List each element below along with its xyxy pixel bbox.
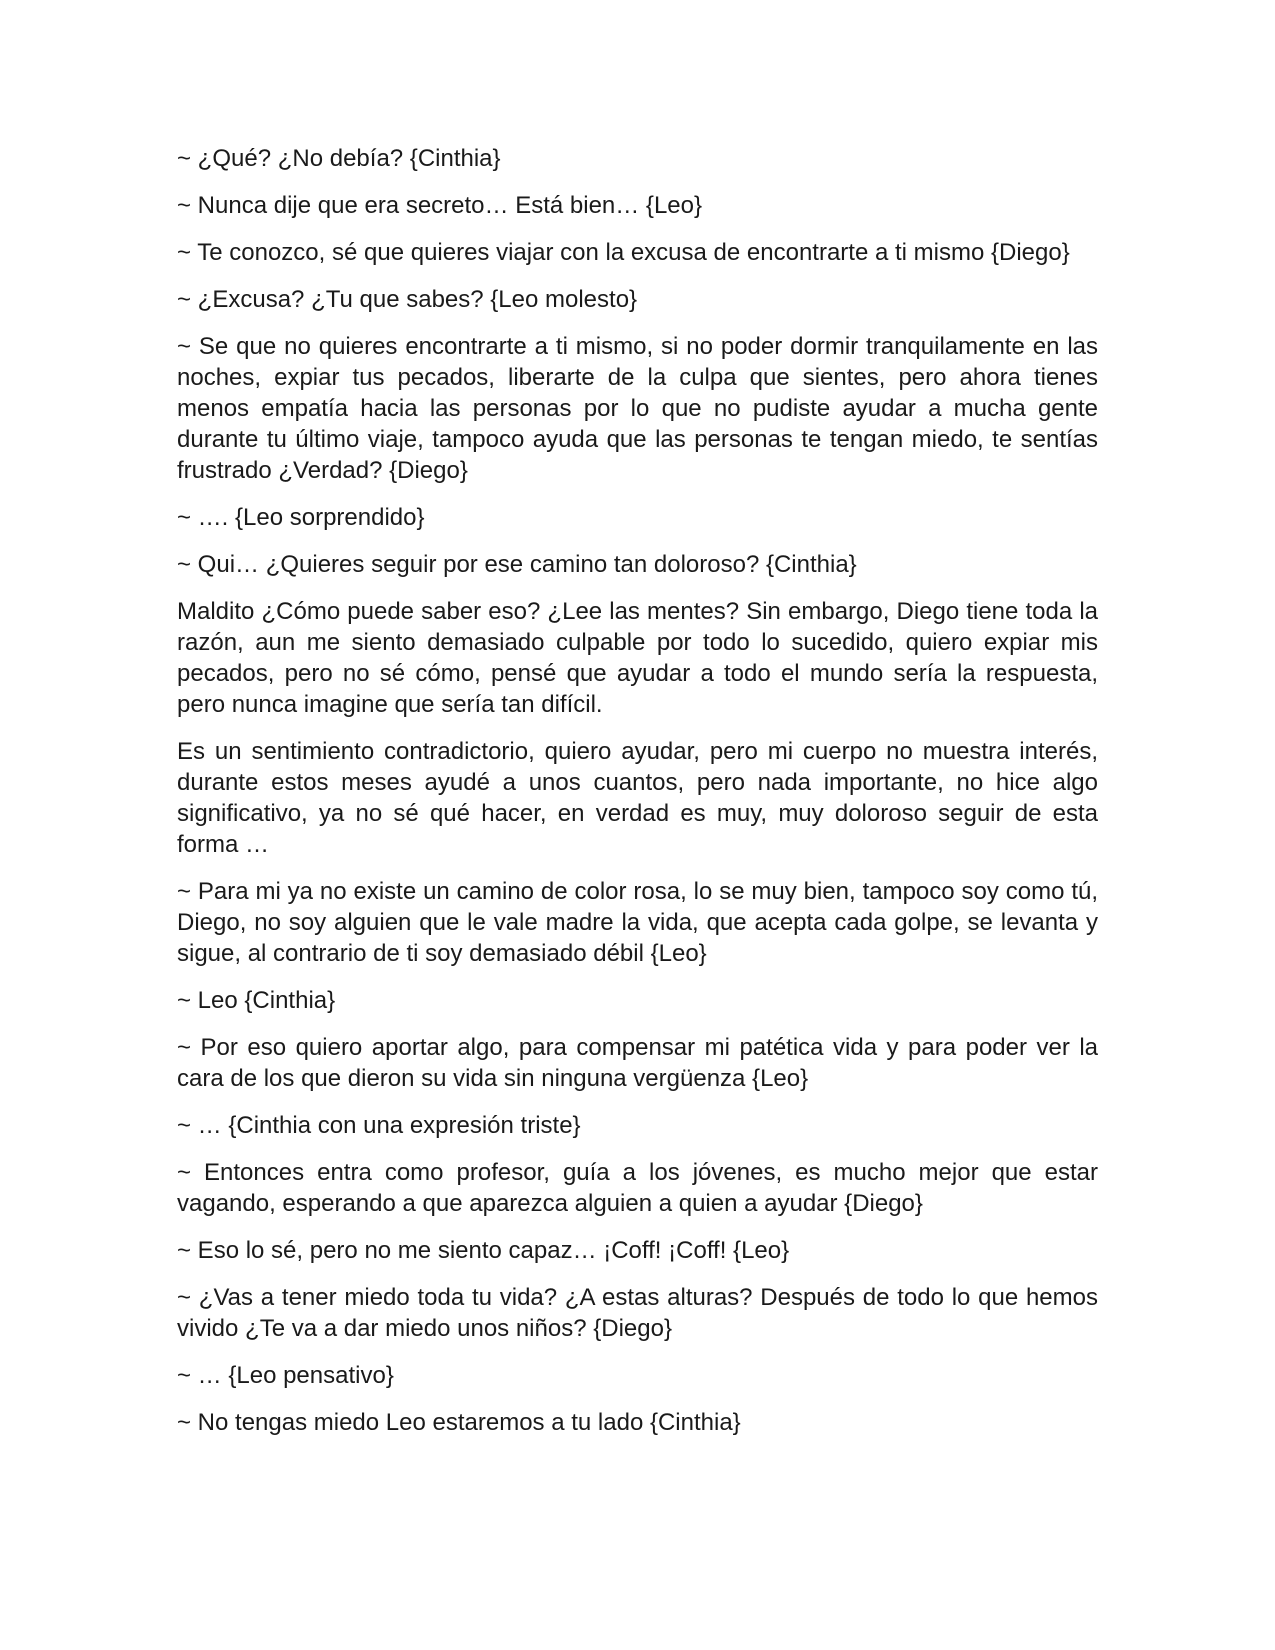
dialogue-line: ~ Nunca dije que era secreto… Está bien… {Leo}: [177, 192, 702, 219]
dialogue-line: ~ No tengas miedo Leo estaremos a tu lado {Cinthia}: [177, 1409, 741, 1436]
dialogue-line: ~ Leo {Cinthia}: [177, 987, 336, 1014]
narration-paragraph: Maldito ¿Cómo puede saber eso? ¿Lee las mentes? Sin embargo, Diego tiene toda la razón, aun me siento demasiado culpable por todo lo sucedido, quiero expiar mis pecados, pero no sé cómo, pensé que ayudar a todo el mundo sería la respuesta, pero nunca imagine que sería tan difícil.: [177, 598, 1098, 718]
dialogue-line: ~ ¿Qué? ¿No debía? {Cinthia}: [177, 145, 501, 172]
dialogue-line: ~ Qui… ¿Quieres seguir por ese camino tan doloroso? {Cinthia}: [177, 551, 857, 578]
dialogue-line: ~ ¿Excusa? ¿Tu que sabes? {Leo molesto}: [177, 286, 638, 313]
dialogue-line: ~ Entonces entra como profesor, guía a los jóvenes, es mucho mejor que estar vagando, esperando a que aparezca alguien a quien a ayudar {Diego}: [177, 1159, 1098, 1217]
dialogue-line: ~ …. {Leo sorprendido}: [177, 504, 425, 531]
dialogue-line: ~ Se que no quieres encontrarte a ti mismo, si no poder dormir tranquilamente en las noches, expiar tus pecados, liberarte de la culpa que sientes, pero ahora tienes menos empatía hacia las personas por lo que no pudiste ayudar a mucha gente durante tu último viaje, tampoco ayuda que las personas te tengan miedo, te sentías frustrado ¿Verdad? {Diego}: [177, 333, 1098, 484]
dialogue-line: ~ Por eso quiero aportar algo, para compensar mi patética vida y para poder ver la cara de los que dieron su vida sin ninguna vergüenza {Leo}: [177, 1034, 1098, 1092]
dialogue-line: ~ Para mi ya no existe un camino de color rosa, lo se muy bien, tampoco soy como tú, Diego, no soy alguien que le vale madre la vida, que acepta cada golpe, se levanta y sigue, al contrario de ti soy demasiado débil {Leo}: [177, 878, 1098, 967]
narration-paragraph: Es un sentimiento contradictorio, quiero ayudar, pero mi cuerpo no muestra interés, durante estos meses ayudé a unos cuantos, pero nada importante, no hice algo significativo, ya no sé qué hacer, en verdad es muy, muy doloroso seguir de esta forma …: [177, 738, 1098, 858]
dialogue-line: ~ … {Leo pensativo}: [177, 1362, 394, 1389]
dialogue-line: ~ Eso lo sé, pero no me siento capaz… ¡Coff! ¡Coff! {Leo}: [177, 1237, 790, 1264]
dialogue-line: ~ ¿Vas a tener miedo toda tu vida? ¿A estas alturas? Después de todo lo que hemos vivido ¿Te va a dar miedo unos niños? {Diego}: [177, 1284, 1098, 1342]
dialogue-line: ~ Te conozco, sé que quieres viajar con la excusa de encontrarte a ti mismo {Diego}: [177, 239, 1070, 266]
document-page: [177, 143, 1098, 1454]
dialogue-line: ~ … {Cinthia con una expresión triste}: [177, 1112, 581, 1139]
